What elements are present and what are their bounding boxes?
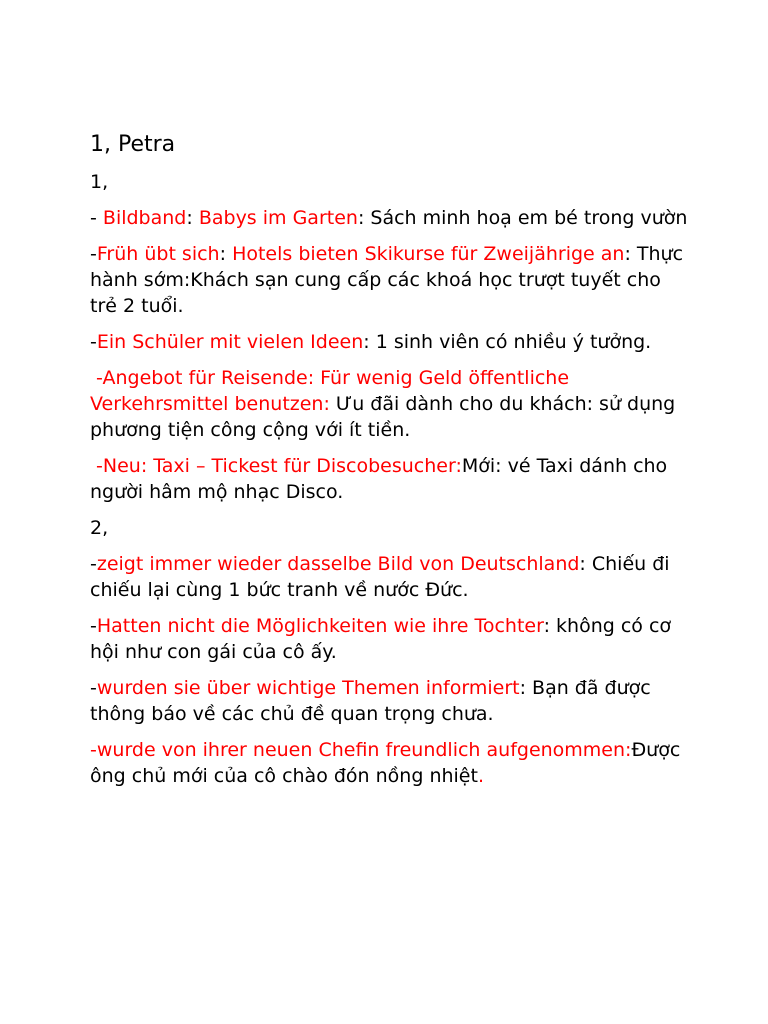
page-title: 1, Petra [90, 132, 176, 157]
list-item [90, 453, 690, 505]
german-phrase: wurden sie über wichtige Themen informiert [96, 677, 520, 699]
list-item [90, 675, 690, 727]
vietnamese-translation: : không có cơ hội như con gái của cô ấy. [90, 615, 672, 663]
item-suffix: . [477, 765, 484, 787]
list-item [90, 551, 690, 603]
german-phrase: Hotels bieten Skikurse für Zweijährige an [232, 243, 625, 265]
vietnamese-translation: : Sách minh hoạ em bé trong vườn [357, 207, 688, 229]
german-phrase: Hatten nicht die Möglichkeiten wie ihre Tochter [96, 615, 544, 637]
vietnamese-translation: Được ông chủ mới của cô chào đón nồng nhiệt [90, 739, 681, 787]
item-prefix: - [90, 677, 97, 699]
vietnamese-translation: Ưu đãi dành cho du khách: sử dụng phương tiện công cộng với ít tiền. [90, 393, 676, 441]
section-label-1: 1, [90, 171, 109, 193]
item-prefix: - [90, 243, 97, 265]
german-phrase: zeigt immer wieder dasselbe Bild von Deutschland [96, 553, 580, 575]
vietnamese-translation: Mới: vé Taxi dánh cho người hâm mộ nhạc Disco. [90, 455, 668, 503]
list-item [90, 737, 690, 789]
vietnamese-translation: : Bạn đã được thông báo về các chủ đề quan trọng chưa. [90, 677, 651, 725]
item-prefix: - [90, 553, 97, 575]
separator: : [219, 243, 233, 265]
list-item [90, 329, 690, 355]
german-phrase: -Angebot für Reisende: Für wenig Geld öffentliche Verkehrsmittel benutzen: [90, 367, 570, 415]
german-phrase: -Neu: Taxi – Tickest für Discobesucher: [96, 455, 462, 477]
vietnamese-translation: : Chiếu đi chiếu lại cùng 1 bức tranh về nước Đức. [90, 553, 670, 601]
vietnamese-translation: : 1 sinh viên có nhiều ý tưởng. [363, 331, 652, 353]
german-phrase: Babys im Garten [198, 207, 358, 229]
list-item [90, 205, 690, 231]
item-prefix: - [90, 207, 103, 229]
list-item [90, 365, 690, 443]
document-page [90, 130, 690, 799]
german-phrase: -wurde von ihrer neuen Chefin freundlich aufgenommen: [90, 739, 632, 761]
list-item [90, 613, 690, 665]
section-label-2: 2, [90, 517, 109, 539]
list-item [90, 241, 690, 319]
item-prefix: - [90, 331, 97, 353]
german-phrase: Früh übt sich [96, 243, 220, 265]
separator: : [186, 207, 199, 229]
german-phrase: Ein Schüler mit vielen Ideen [96, 331, 364, 353]
vietnamese-translation: : Thực hành sớm:Khách sạn cung cấp các khoá học trượt tuyết cho trẻ 2 tuổi. [90, 243, 684, 317]
german-phrase: Bildband [102, 207, 187, 229]
item-prefix: - [90, 615, 97, 637]
